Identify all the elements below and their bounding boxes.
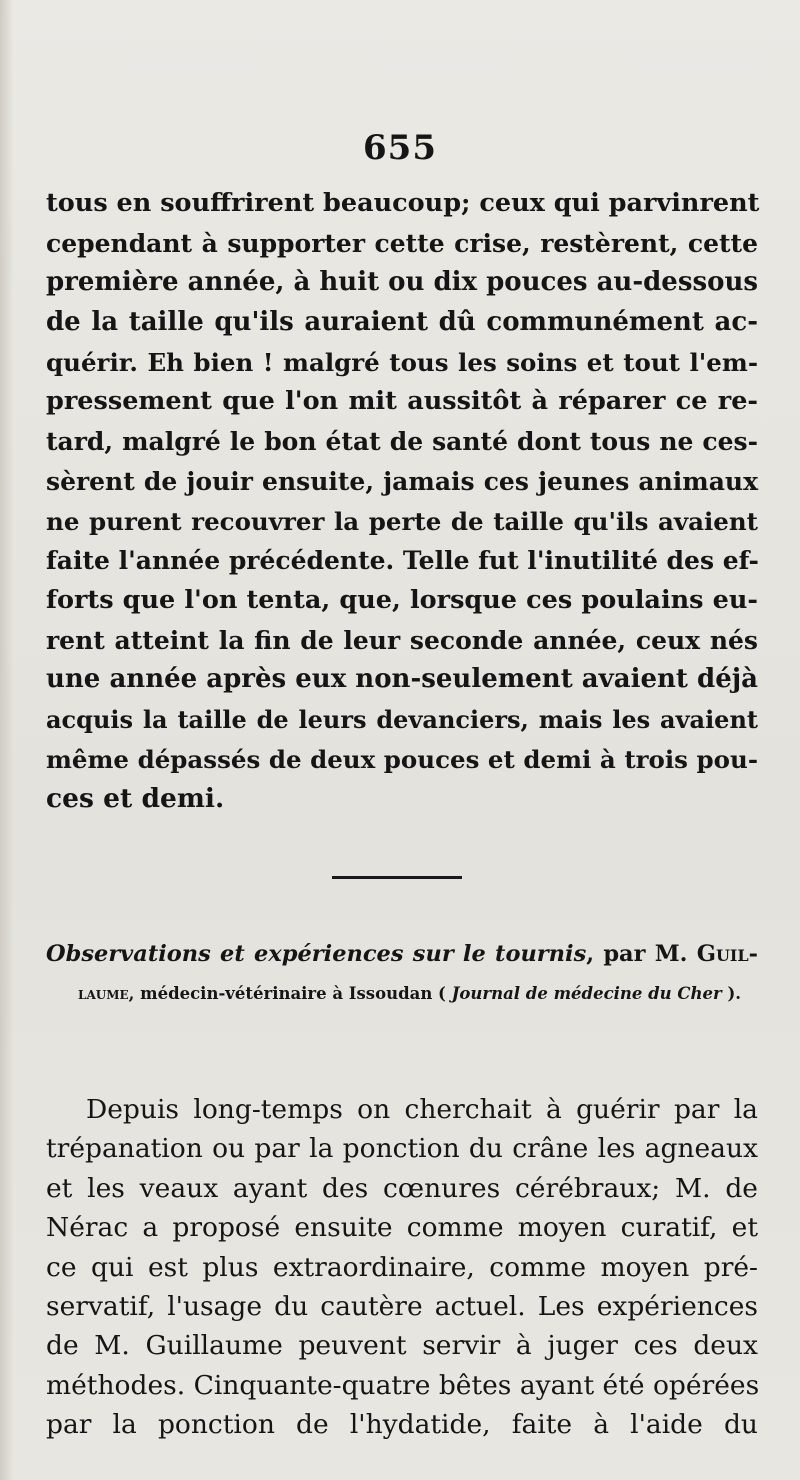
- text-line: cependant à supporter cette crise, restèrent, cette: [46, 228, 758, 258]
- author-prefix: , par M.: [586, 941, 697, 967]
- heading-close: ).: [721, 984, 742, 1003]
- heading-line: [46, 974, 758, 1014]
- text-line: servatif, l'usage du cautère actuel. Les expériences: [46, 1290, 758, 1322]
- text-line: première année, à huit ou dix pouces au-dessous: [46, 267, 758, 298]
- text-line: et les veaux ayant des cœnures cérébraux; M. de: [46, 1172, 758, 1204]
- text-line: de la taille qu'ils auraient dû communément ac-: [46, 307, 758, 338]
- text-line: forts que l'on tenta, que, lorsque ces poulains eu-: [46, 584, 758, 615]
- text-line: rent atteint la fin de leur seconde année, ceux nés: [46, 625, 758, 655]
- journal-title: Journal de médecine du Cher: [451, 984, 722, 1003]
- text-line: tard, malgré le bon état de santé dont tous ne ces-: [46, 427, 758, 457]
- text-line: une année après eux non-seulement avaient déjà: [46, 664, 758, 695]
- text-line: par la ponction de l'hydatide, faite à l'aide du: [46, 1409, 758, 1441]
- author-name-part2: laume: [78, 984, 129, 1003]
- page-number: 655: [363, 128, 437, 168]
- text-line: ces et demi.: [46, 783, 225, 815]
- author-affiliation: , médecin-vétérinaire à Issoudan (: [128, 984, 452, 1003]
- text-line: faite l'année précédente. Telle fut l'inutilité des ef-: [46, 546, 759, 576]
- heading-line: [46, 934, 758, 974]
- paragraph-continued: [46, 184, 758, 819]
- text-line: tous en souffrirent beaucoup; ceux qui parvinrent: [46, 188, 760, 218]
- text-line: même dépassés de deux pouces et demi à trois pou-: [46, 744, 758, 774]
- author-name-part1: Guil-: [696, 941, 758, 967]
- text-line: ne purent recouvrer la perte de taille qu'ils avaient: [46, 506, 758, 536]
- text-line: quérir. Eh bien ! malgré tous les soins et tout l'em-: [46, 347, 758, 377]
- text-line: ce qui est plus extraordinaire, comme moyen pré-: [46, 1251, 758, 1283]
- text-line: trépanation ou par la ponction du crâne les agneaux: [46, 1133, 758, 1165]
- text-line: Nérac a proposé ensuite comme moyen curatif, et: [46, 1212, 758, 1244]
- text-line: de M. Guillaume peuvent servir à juger ces deux: [46, 1330, 758, 1362]
- paragraph-new: [46, 1090, 758, 1445]
- article-heading: [46, 934, 758, 1014]
- text-line: pressement que l'on mit aussitôt à réparer ce re-: [46, 386, 758, 417]
- text-line: méthodes. Cinquante-quatre bêtes ayant été opérées: [46, 1369, 760, 1401]
- text-line: acquis la taille de leurs devanciers, mais les avaient: [46, 704, 758, 734]
- text-line: Depuis long-temps on cherchait à guérir par la: [86, 1094, 758, 1125]
- text-line: sèrent de jouir ensuite, jamais ces jeunes animaux: [46, 466, 758, 496]
- section-divider: [332, 876, 462, 879]
- article-title: Observations et expériences sur le tournis: [46, 941, 587, 967]
